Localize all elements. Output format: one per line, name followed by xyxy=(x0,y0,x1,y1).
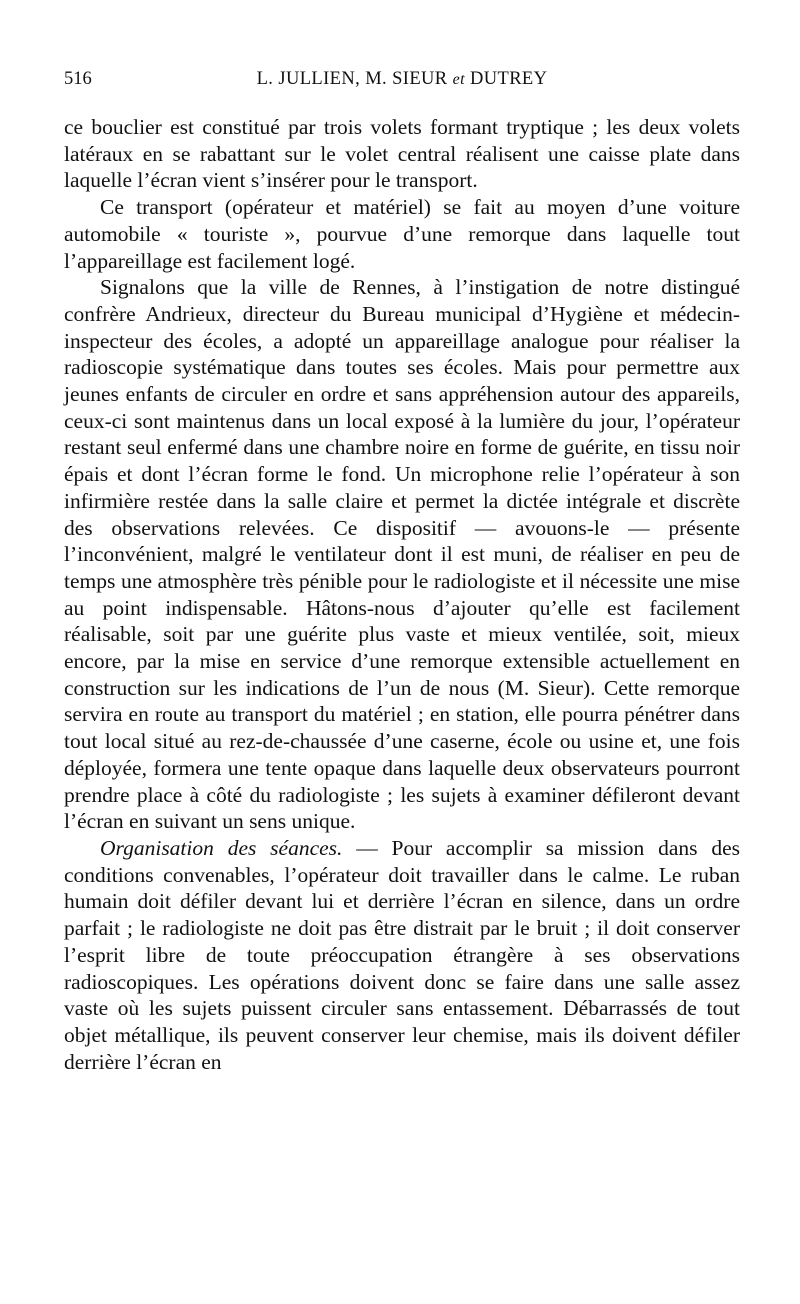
paragraph-2: Ce transport (opérateur et matériel) se fait au moyen d’une voiture automobile « touriste », pourvue d’une remorque dans laquelle tout l’appareillage est facilement logé. xyxy=(64,195,740,273)
header-authors: L. JULLIEN, M. SIEUR xyxy=(256,69,448,89)
paragraph-3: Signalons que la ville de Rennes, à l’instigation de notre distingué confrère Andrieux, directeur du Bureau municipal d’Hygiène et médecin-inspecteur des écoles, a adopté un appareillage analogue pour réaliser la radioscopie systématique dans toutes ses écoles. Mais pour permettre aux jeunes enfants de circuler en ordre et sans appréhension autour des appareils, ceux-ci sont maintenus dans un local exposé à la lumière du jour, l’opérateur restant seul enfermé dans une chambre noire en forme de guérite, en tissu noir épais et dont l’écran forme le fond. Un microphone relie l’opérateur à son infirmière restée dans la salle claire et permet la dictée intégrale et discrète des observations relevées. Ce dispositif — avouons-le — présente l’inconvénient, malgré le ventilateur dont il est muni, de réaliser en peu de temps une atmosphère très pénible pour le radiologiste et il nécessite une mise au point indispensable. Hâtons-nous d’ajouter qu’elle est facilement réalisable, soit par une guérite plus vaste et mieux ventilée, soit, mieux encore, par la mise en service d’une remorque extensible actuellement en construction sur les indications de l’un de nous (M. Sieur). Cette remorque servira en route au transport du matériel ; en station, elle pourra pénétrer dans tout local situé au rez-de-chaussée d’une caserne, école ou usine et, une fois déployée, formera une tente opaque dans laquelle deux observateurs pourront prendre place à côté du radiologiste ; les sujets à examiner défileront devant l’écran en suivant un sens unique. xyxy=(64,275,740,834)
paragraph-1: ce bouclier est constitué par trois volets formant tryptique ; les deux volets latéraux en se rabattant sur le volet central réalisent une caisse plate dans laquelle l’écran vient s’insérer pour le transport. xyxy=(64,115,740,193)
header-conjunction: et xyxy=(452,71,465,88)
header-last-author: DUTREY xyxy=(469,69,548,89)
section-heading: Organisation des séances. xyxy=(100,835,343,860)
paragraph-4 xyxy=(64,835,740,1075)
header-authors-line xyxy=(64,62,740,97)
body-text xyxy=(64,114,740,1075)
document-page xyxy=(64,62,740,1075)
paragraph-4-text: — Pour accomplir sa mission dans des conditions convenables, l’opérateur doit travailler dans le calme. Le ruban humain doit défiler devant lui et derrière l’écran en silence, dans un ordre parfait ; le radiologiste ne doit pas être distrait par le bruit ; il doit conserver l’esprit libre de toute préoccupation étrangère à ses observations radioscopiques. Les opérations doivent donc se faire dans une salle assez vaste où les sujets puissent circuler sans entassement. Débarrassés de tout objet métallique, ils peuvent conserver leur chemise, mais ils doivent défiler derrière l’écran en xyxy=(64,835,740,1074)
running-header xyxy=(64,62,740,96)
page-number: 516 xyxy=(64,69,92,89)
